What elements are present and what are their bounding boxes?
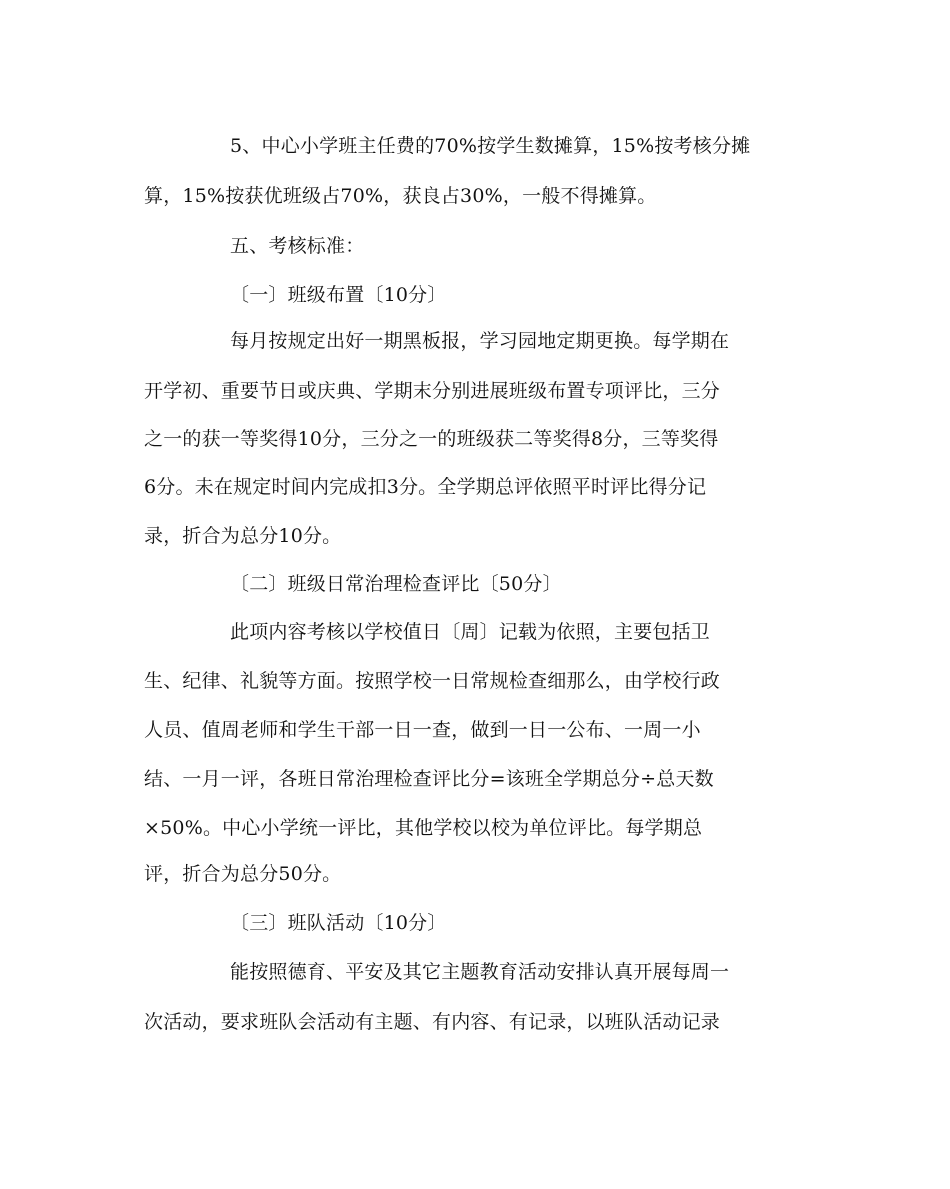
text-line: 录，折合为总分10分。 xyxy=(144,525,342,547)
subsection-heading: 〔一〕班级布置〔10分〕 xyxy=(230,284,447,306)
text-line: 5、中心小学班主任费的70%按学生数摊算，15%按考核分摊 xyxy=(230,135,751,157)
text-line: 之一的获一等奖得10分，三分之一的班级获二等奖得8分，三等奖得 xyxy=(144,428,719,450)
text-line: 人员、值周老师和学生干部一日一查，做到一日一公布、一周一小 xyxy=(144,719,701,741)
text-line: ×50%。中心小学统一评比，其他学校以校为单位评比。每学期总 xyxy=(144,817,703,839)
subsection-heading: 〔三〕班队活动〔10分〕 xyxy=(230,912,447,934)
text-line: 此项内容考核以学校值日〔周〕记载为依照，主要包括卫 xyxy=(230,621,711,643)
text-line: 次活动，要求班队会活动有主题、有内容、有记录，以班队活动记录 xyxy=(144,1011,721,1033)
text-line: 评，折合为总分50分。 xyxy=(144,863,342,885)
text-line: 结、一月一评，各班日常治理检查评比分=该班全学期总分÷总天数 xyxy=(144,768,714,790)
text-line: 每月按规定出好一期黑板报，学习园地定期更换。每学期在 xyxy=(230,330,730,352)
text-line: 6分。未在规定时间内完成扣3分。全学期总评依照平时评比得分记 xyxy=(144,476,707,498)
text-line: 算，15%按获优班级占70%，获良占30%，一般不得摊算。 xyxy=(144,185,657,207)
text-line: 能按照德育、平安及其它主题教育活动安排认真开展每周一 xyxy=(230,961,730,983)
subsection-heading: 〔二〕班级日常治理检查评比〔50分〕 xyxy=(230,573,562,595)
text-line: 生、纪律、礼貌等方面。按照学校一日常规检查细那么，由学校行政 xyxy=(144,670,721,692)
text-line: 开学初、重要节日或庆典、学期末分别进展班级布置专项评比，三分 xyxy=(144,380,721,402)
section-heading: 五、考核标准： xyxy=(230,235,365,257)
